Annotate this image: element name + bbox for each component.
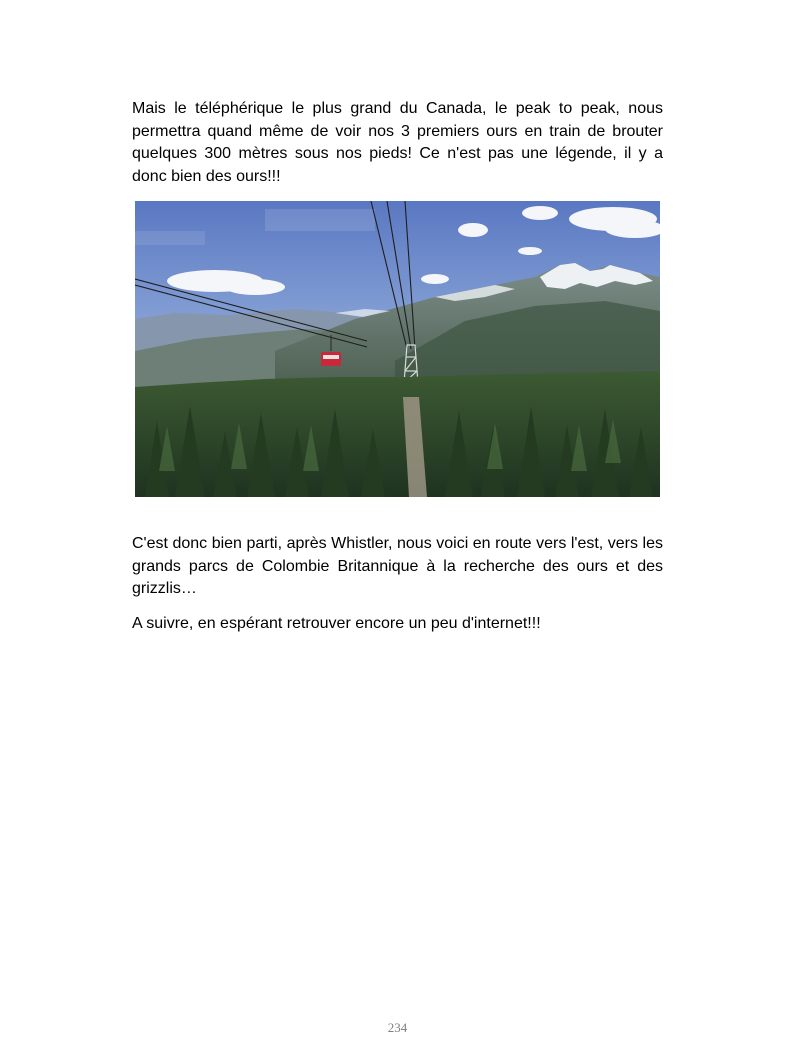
window-reflection: [135, 231, 205, 245]
window-reflection: [265, 209, 375, 231]
paragraph-route: C'est donc bien parti, après Whistler, nous voici en route vers l'est, vers les grands parcs de Colombie Britannique à la recherche des ours et des grizzlis…: [132, 535, 663, 597]
paragraph-intro: Mais le téléphérique le plus grand du Canada, le peak to peak, nous permettra quand même de voir nos 3 premiers ours en train de brouter quelques 300 mètres sous nos pieds! Ce n'est pas une légende, il y a donc bien des ours!!!: [132, 100, 663, 185]
forest: [135, 371, 660, 497]
photo-gondola-over-forest: [135, 201, 660, 497]
paragraph-closing: A suivre, en espérant retrouver encore un peu d'internet!!!: [132, 615, 541, 632]
gondola-landscape-image: [135, 201, 660, 497]
page-number: 234: [387, 1020, 408, 1035]
